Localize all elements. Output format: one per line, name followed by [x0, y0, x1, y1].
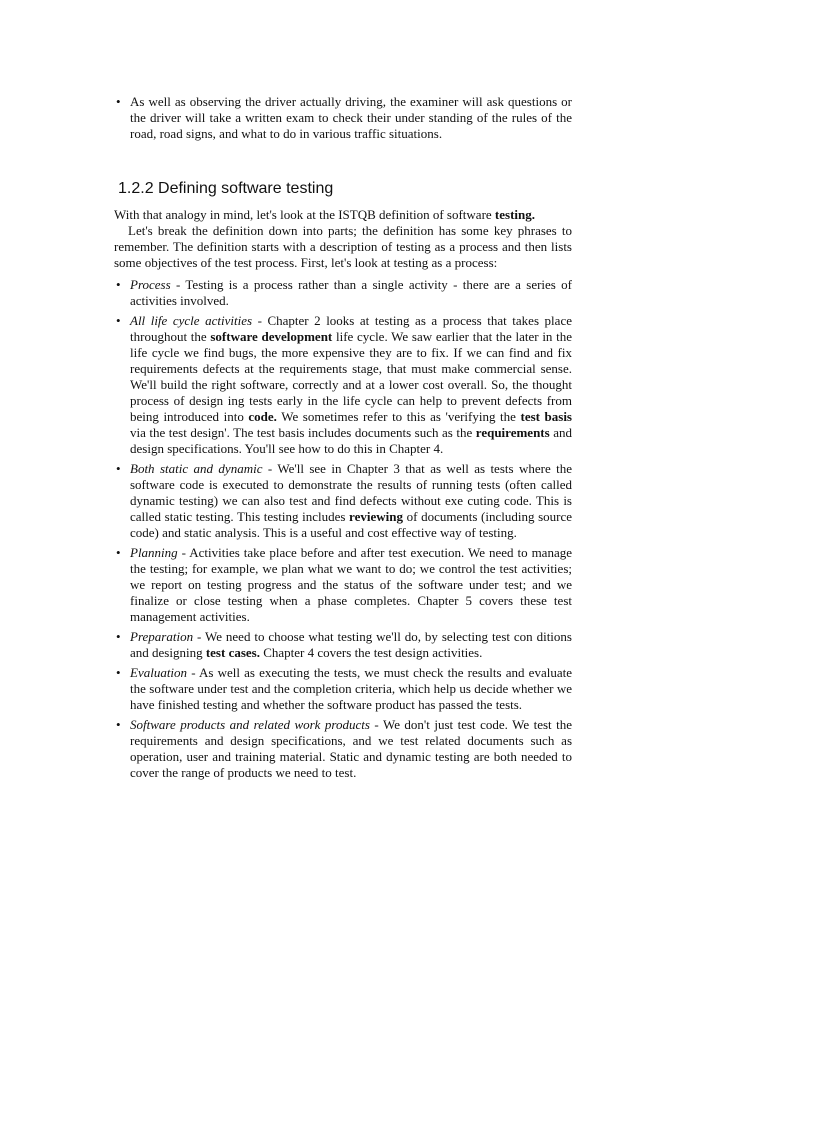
list-item-life-cycle: • All life cycle activities - Chapter 2 looks at testing as a process that takes place throughout the software development life cycle. We saw earlier that the later in the life cycle we find bugs, the more expensive they are to fix. If we can find and fix requirements defects at the requirements stage, that must make commercial sense. We'll build the right software, correctly and at a lower cost overall. So, the thought process of design ing tests early in the life cycle can help to prevent defects from being introduced into code. We sometimes refer to this as 'verifying the test basis via the test design'. The test basis includes documents such as the requirements and design specifications. You'll see how to do this in Chapter 4.	[114, 313, 572, 457]
list-item-planning: • Planning - Activities take place before and after test execution. We need to manage the testing; for example, we plan what we want to do; we control the test activities; we report on testing progress and the status of the software under test; and we finalize or close testing when a phase completes. Chapter 5 covers these test management activities.	[114, 545, 572, 625]
item-term: Process	[130, 277, 171, 292]
intro-block	[114, 207, 572, 271]
item-term: Software products and related work products	[130, 717, 370, 732]
glossary-term: requirements	[475, 425, 550, 440]
list-item-evaluation: • Evaluation - As well as executing the tests, we must check the results and evaluate the software under test and the completion criteria, which help us decide whether we have finished testing and whether the software product has passed the tests.	[114, 665, 572, 713]
definition-list	[114, 277, 572, 781]
intro-paragraph	[114, 207, 572, 223]
item-term: Planning	[130, 545, 178, 560]
list-item-static-dynamic: • Both static and dynamic - We'll see in Chapter 3 that as well as tests where the software code is executed to demonstrate the results of running tests (often called dynamic testing) we can also test and find defects without exe cuting code. This is called static testing. This testing includes reviewing of documents (including source code) and static analysis. This is a useful and cost effective way of testing.	[114, 461, 572, 541]
section-heading: 1.2.2 Defining software testing	[118, 180, 334, 197]
definition-paragraph: Let's break the definition down into parts; the definition has some key phrases to remember. The definition starts with a description of testing as a process and then lists some objectives of the test process. First, let's look at testing as a process:	[114, 223, 572, 270]
list-item-preparation: • Preparation - We need to choose what testing we'll do, by selecting test con ditions and designing test cases. Chapter 4 covers the test design activities.	[114, 629, 572, 661]
intro-text: With that analogy in mind, let's look at the ISTQB definition of software	[114, 207, 492, 222]
analogy-bullet: • As well as observing the driver actually driving, the examiner will ask questions or the driver will take a written exam to check their under standing of the rules of the road, road signs, and what to do in various traffic situations.	[114, 94, 572, 142]
glossary-term: code.	[248, 409, 277, 424]
item-term: Evaluation	[130, 665, 188, 680]
analogy-bullet-list	[114, 94, 572, 142]
glossary-term: software development	[210, 329, 333, 344]
item-term: Preparation	[130, 629, 194, 644]
list-item-process: • Process - Testing is a process rather than a single activity - there are a series of activities involved.	[114, 277, 572, 309]
document-page	[114, 94, 572, 785]
glossary-term: test basis	[520, 409, 572, 424]
glossary-term: reviewing	[349, 509, 403, 524]
glossary-term: test cases.	[205, 645, 260, 660]
item-term: Both static and dynamic	[130, 461, 263, 476]
intro-bold-term: testing.	[494, 207, 536, 222]
list-item-work-products: • Software products and related work products - We don't just test code. We test the requirements and design specifications, and we test related documents such as operation, user and training material. Static and dynamic testing are both needed to cover the range of products we need to test.	[114, 717, 572, 781]
item-term: All life cycle activities	[130, 313, 253, 328]
